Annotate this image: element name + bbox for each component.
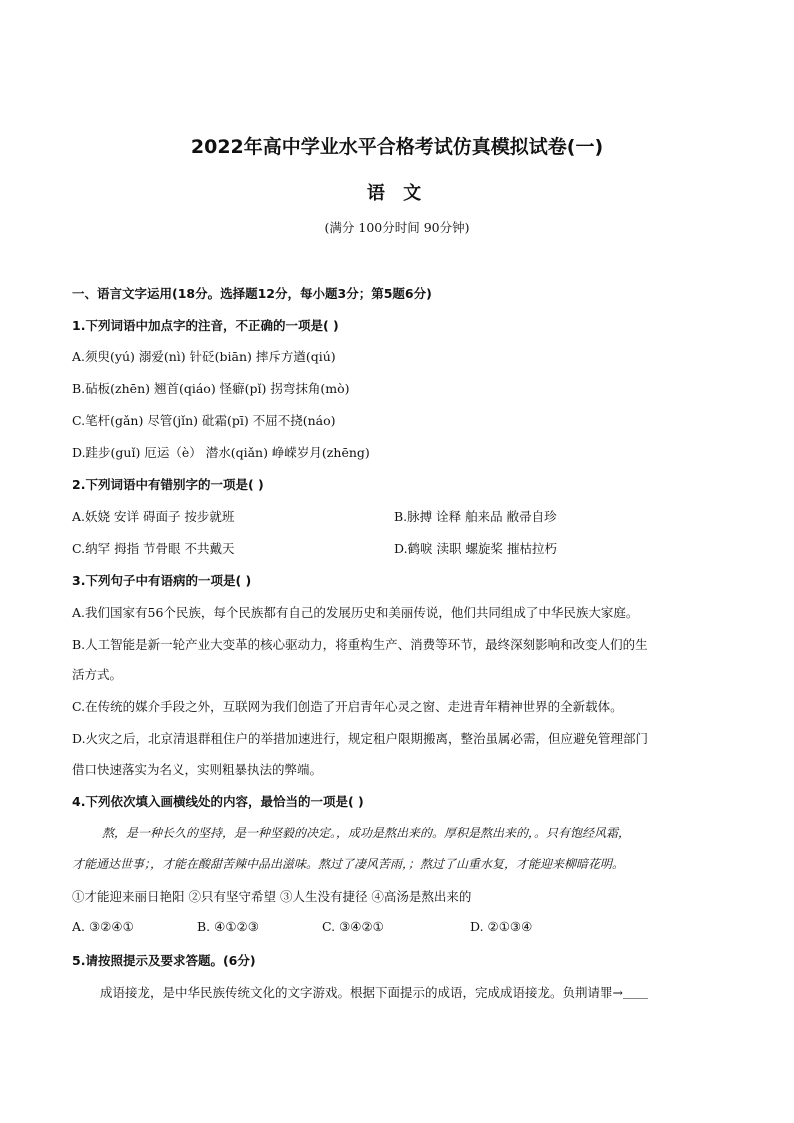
question-1-option-a: A.须臾(yú) 溺爱(nì) 针砭(biān) 摔斥方遒(qiú) <box>72 349 336 364</box>
question-3-option-d-line-2: 借口快速落实为名义，实则粗暴执法的弊端。 <box>72 762 323 777</box>
question-3-option-d-line-1: D.火灾之后，北京清退群租住户的举措加速进行，规定租户限期搬离，整治虽属必需，但应避免管理部门 <box>72 731 649 746</box>
question-3-option-b-line-2: 活方式。 <box>72 667 123 682</box>
question-4-stem: 4.下列依次填入画横线处的内容，最恰当的一项是( ) <box>72 794 364 809</box>
question-3-option-c: C.在传统的媒介手段之外，互联网为我们创造了开启青年心灵之窗、走进青年精神世界的全新载体。 <box>72 699 623 714</box>
question-1-option-c: C.笔杆(gǎn) 尽管(jǐn) 砒霜(pī) 不屈不挠(náo) <box>72 413 336 428</box>
question-4-option-c: C. ③④②① <box>322 919 384 934</box>
question-2-option-a: A.妖娆 安详 碍面子 按步就班 <box>72 509 235 524</box>
question-4-option-d: D. ②①③④ <box>470 919 533 934</box>
question-4-passage-line-1: 熬，是一种长久的坚持，是一种坚毅的决定。，成功是熬出来的。厚积是熬出来的，。只有饱经风霜， <box>102 826 631 840</box>
subject-title: 语 文 <box>366 183 428 204</box>
question-3-option-a: A.我们国家有56个民族，每个民族都有自己的发展历史和美丽传说，他们共同组成了中华民族大家庭。 <box>72 605 639 620</box>
question-3-stem: 3.下列句子中有语病的一项是( ) <box>72 573 252 588</box>
question-4-passage-line-2: 才能通达世事；，才能在酸甜苦辣中品出滋味。熬过了凄风苦雨，；熬过了山重水复，才能迎来柳暗花明。 <box>72 857 625 871</box>
question-2-row-1 <box>72 507 557 525</box>
exam-info: (满分 100分时间 90分钟) <box>324 220 470 235</box>
question-5-text: 成语接龙，是中华民族传统文化的文字游戏。根据下面提示的成语，完成成语接龙。负荆请罪→＿＿ <box>100 985 648 1000</box>
question-1-stem: 1.下列词语中加点字的注音，不正确的一项是( ) <box>72 318 339 333</box>
question-4-option-a: A. ③②④① <box>72 919 134 934</box>
question-3-option-b-line-1: B.人工智能是新一轮产业大变革的核心驱动力，将重构生产、消费等环节，最终深刻影响和改变人们的生 <box>72 637 648 652</box>
question-1-option-d: D.跬步(guǐ) 厄运（è） 潜水(qiǎn) 峥嵘岁月(zhēng) <box>72 445 370 460</box>
exam-title: 2022年高中学业水平合格考试仿真模拟试卷(一) <box>190 136 604 158</box>
question-4-items: ①才能迎来丽日艳阳 ②只有坚守希望 ③人生没有捷径 ④高汤是熬出来的 <box>72 889 472 904</box>
question-2-option-b: B.脉搏 诠释 舶来品 敝帚自珍 <box>394 509 557 524</box>
question-2-row-2 <box>72 539 557 557</box>
question-2-option-d: D.鹤唳 渎职 螺旋桨 摧枯拉朽 <box>394 541 557 556</box>
question-5-stem: 5.请按照提示及要求答题。(6分) <box>72 953 256 968</box>
section-heading: 一、语言文字运用(18分。选择题12分，每小题3分；第5题6分) <box>72 286 432 301</box>
question-2-option-c: C.纳罕 拇指 节骨眼 不共戴天 <box>72 541 235 556</box>
question-2-stem: 2.下列词语中有错别字的一项是( ) <box>72 477 264 492</box>
question-4-option-b: B. ④①②③ <box>197 919 259 934</box>
question-1-option-b: B.砧板(zhēn) 翘首(qiáo) 怪癖(pǐ) 拐弯抹角(mò) <box>72 381 350 396</box>
